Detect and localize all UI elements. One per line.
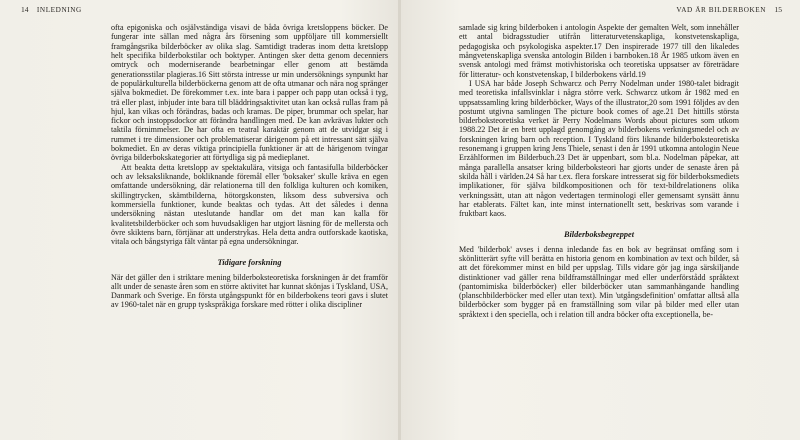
left-running-title: INLEDNING [36,6,82,14]
left-paragraph-3: När det gäller den i striktare mening bilderboksteoretiska forskningen är det framför allt under de senaste åren som en större aktivitet har kunnat skönjas i Tyskland, USA, Danmark och Sverige. En första utgångspunkt för en bilderbokens teori gavs i slutet av 1960-talet när en grupp tyskspråkiga forskare med rötter i olika discipliner [111,272,388,310]
right-paragraph-1: samlade sig kring bilderboken i antologin Aspekte der gemalten Welt, som innehåller ett antal bidragsstudier utifrån litteraturvetenskapliga, konstvetenskapliga, pedagogiska och psykologiska aspekter.17 Den inspirerade 1977 till den likaledes mångvetenskapliga svenska antologin Bilden i barnboken.18 År 1985 utkom även en svensk antologi med främst motivhistoriska och teoretiska uppsatser av företrädare för litteratur- och konstvetenskap, I bilderbokens värld.19 [459,23,739,79]
left-paragraph-2: Att beakta detta kretslopp av spektakulära, vitsiga och fantasifulla bilderböcker och av leksaksliknande, bokliknande föremål eller 'boksaker' skulle kräva en egen omfattande undersökning, där relationerna till den folkliga kulturen och komiken, skillingtrycken, skämtbilderna, hötorgskonsten, liksom dess subversiva och kommersiella funktioner, kunde beaktas och tydas. Att det således i denna undersökning nästan uteslutande handlar om det man kan kalla för kvalitetsbilderböcker och som huvudsakligen har utgjort läsning för de mellersta och övre skiktens barn, förtjänar att understrykas. Hela detta andra outforskade kaotiska, vitala och bångstyriga fält väntar på egna undersökningar. [111,162,388,247]
left-paragraph-1: ofta epigoniska och osjälvständiga visavi de båda övriga kretsloppens böcker. De fungerar inte sällan med några års försening som uppföljare till kommersiellt framgångsrika bilderböcker av olika slag. Samtidigt traderas inom detta kretslopp helt specifika bilderbokstilar och boktyper. Antingen sker detta genom decenniers omtryck och moderniserande bearbetningar eller genom att bestämda generationsstilar plagieras.16 Sitt största intresse ur min undersöknings synpunkt har de populärkulturella bilderböckerna genom att de ofta utmanar och nära nog spränger själva bokmediet. De förekommer t.ex. inte bara i papper och papp utan också i tyg, trä eller plast, inbjuder inte bara till bläddringsaktivitet utan kan också rullas fram på hjul, kan vikas och förändras, badas och kramas. De piper, brummar och spelar, har fickor och instoppsdockor att förändra handlingen med. De kan avkrävas lukter och taktila förnimmelser. De har ofta en teatral karaktär genom att de utvidgar sig i rummet i tre dimensioner och problematiserar därigenom på ett intressant sätt själva bokmediet. En av deras viktiga principiella funktioner är att de härigenom tvingar övriga bilderbokskategorier att förtydliga sig på medieplanet. [111,23,388,163]
right-paragraph-2: I USA har både Joseph Schwarcz och Perry Nodelman under 1980-talet bidragit med teoretiska infallsvinklar i några större verk. Schwarcz utkom år 1982 med en uppsatssamling kring bilderböcker, Ways of the illustrator,20 som 1991 följdes av den postumt utgivna samlingen The picture book comes of age.21 Det hittills största bilderboksteoretiska verket är Perry Nodelmans Words about pictures som utkom 1988.22 Det är en brett upplagd genomgång av bilderbokens verkningsmedel och av forskningen kring barn och reception. I Tyskland förs liknande bilderboksteoretiska resonemang i gruppen kring Jens Thiele, senast i den år 1991 utkomna antologin Neue Erzählformen im Bilderbuch.23 Det är uppenbart, som bl.a. Nodelman påpekar, att många parallella ansatser kring bilderboksteori har gjorts under de senaste åren på skilda håll i världen.24 Så har t.ex. flera forskare intresserat sig för bilderboksmediets implikationer, för själva bildkompositionen och för text-bildrelationens olika verkningssätt, utan att någon vedertagen terminologi eller gemensamt synsätt ännu har etablerats. Fältet kan, inte minst internationellt sett, beskrivas som varande i fruktbart kaos. [459,78,739,219]
right-page [401,0,800,440]
right-body-text [459,23,739,319]
right-section-heading: Bilderboksbegreppet [563,229,635,239]
left-page [0,0,399,440]
right-paragraph-3: Med 'bilderbok' avses i denna inledande fas en bok av begränsat omfång som i skönlitterärt syfte vill berätta en historia genom en kombination av text och bilder, så att det förekommer minst en bild per uppslag. Tills vidare gör jag inga särskiljande distinktioner vad gäller rena bildframställningar med eller underförstådd språktext (pantomimiska bilderböcker) eller bilderböcker utan sammanhängande handling (planschbilderböcker med eller utan text). Min 'utgångsdefinition' omfattar alltså alla bilderböcker som bygger på en framställning som vilar på bilder med eller utan språktext i den speciella, och i relation till andra böcker ofta exceptionella, be- [459,244,739,319]
left-running-head [15,5,82,14]
right-page-number: 15 [774,5,782,14]
left-page-number: 14 [21,5,29,14]
left-section-heading: Tidigare forskning [217,257,282,267]
right-running-title: VAD ÄR BILDERBOKEN [676,6,767,14]
left-body-text [111,23,388,310]
right-running-head [676,5,788,14]
